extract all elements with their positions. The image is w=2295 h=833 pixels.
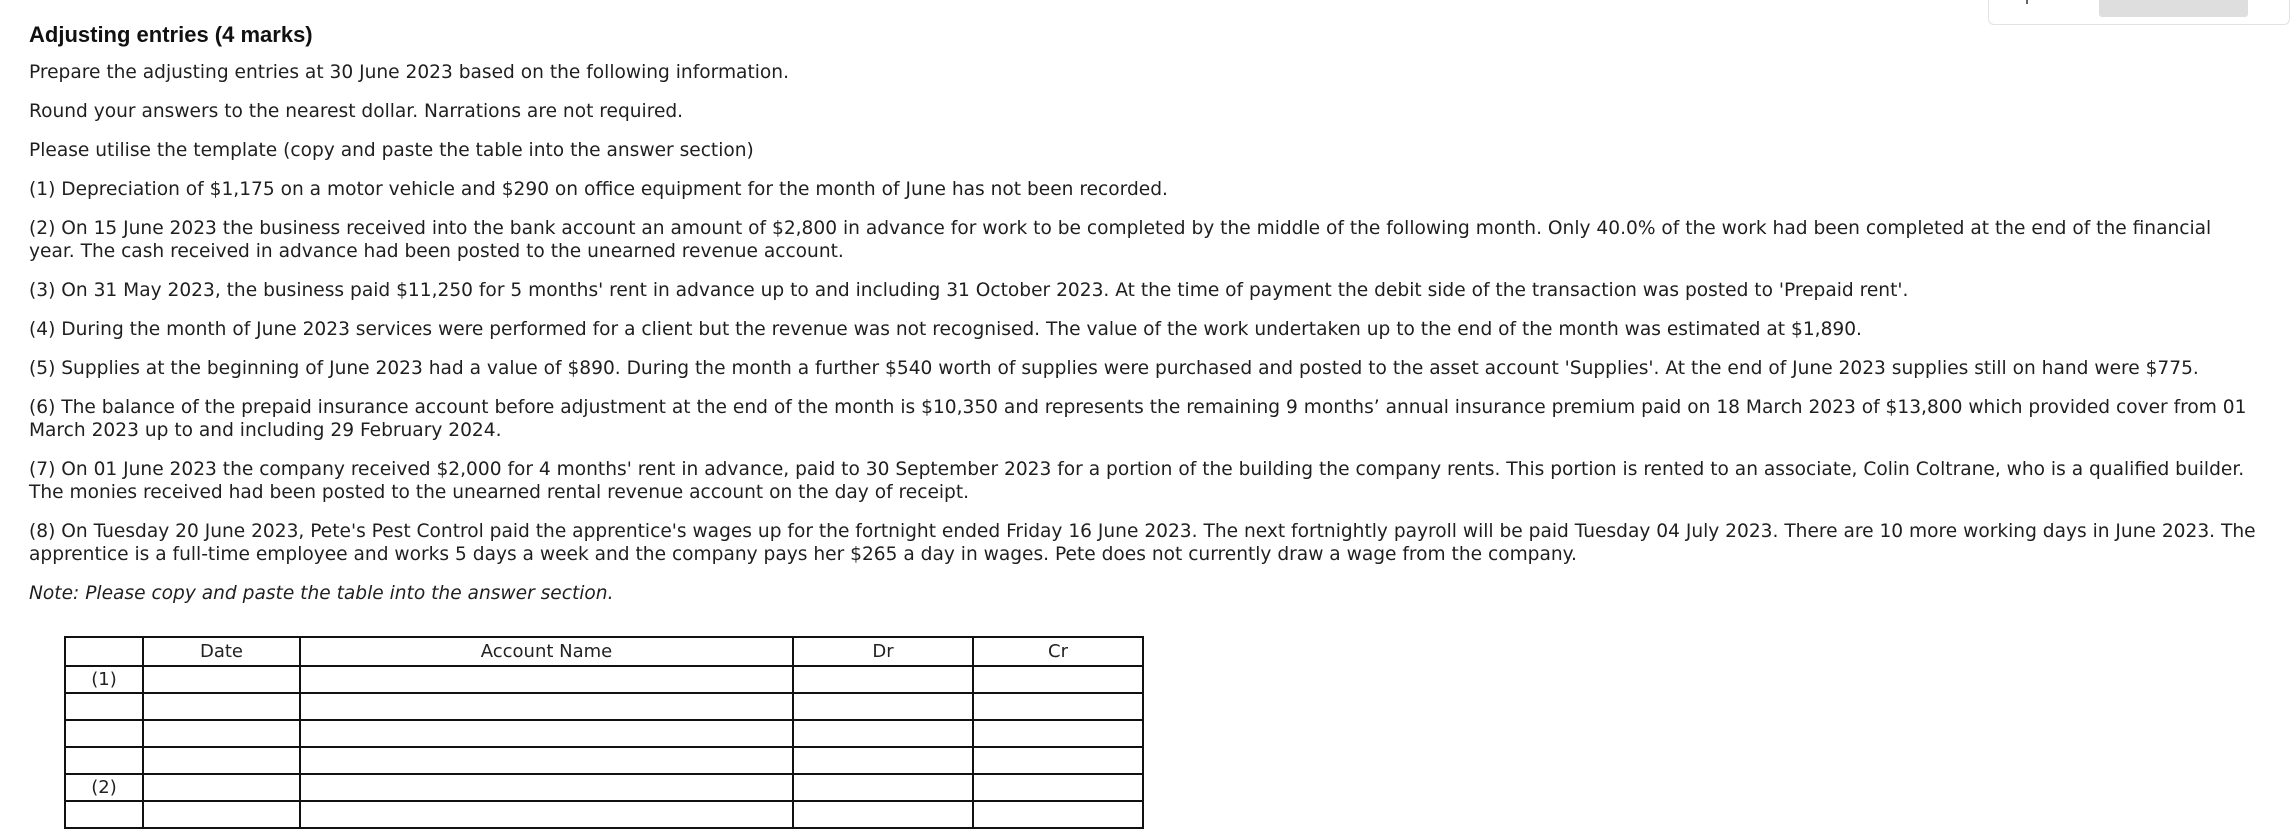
panel-tick-mark [2026, 0, 2028, 4]
account-cell[interactable] [300, 801, 793, 828]
item-2: (2) On 15 June 2023 the business received into the bank account an amount of $2,800 in advance for work to be completed by the middle of the following month. Only 40.0% of the work had been completed at the end of the financial year. The cash received in advance had been posted to the unearned revenue account. [29, 218, 2212, 262]
row-label [65, 693, 143, 720]
row-label [65, 801, 143, 828]
instruction-template: Please utilise the template (copy and paste the table into the answer section) [29, 140, 754, 161]
instruction-prepare: Prepare the adjusting entries at 30 June 2023 based on the following information. [29, 62, 789, 83]
date-cell[interactable] [143, 774, 300, 801]
row-label [65, 747, 143, 774]
date-cell[interactable] [143, 666, 300, 693]
cr-cell[interactable] [973, 801, 1143, 828]
table-header-row [65, 637, 1143, 666]
account-cell[interactable] [300, 774, 793, 801]
date-cell[interactable] [143, 693, 300, 720]
row-label: (2) [65, 774, 143, 801]
top-right-button[interactable] [2099, 0, 2248, 17]
dr-cell[interactable] [793, 693, 973, 720]
row-label [65, 720, 143, 747]
dr-cell[interactable] [793, 774, 973, 801]
table-row[interactable] [65, 693, 1143, 720]
cr-cell[interactable] [973, 747, 1143, 774]
item-8: (8) On Tuesday 20 June 2023, Pete's Pest Control paid the apprentice's wages up for the fortnight ended Friday 16 June 2023. The next fortnightly payroll will be paid Tuesday 04 July 2023. There are 10 more working days in June 2023. The apprentice is a full-time employee and works 5 days a week and the company pays her $265 a day in wages. Pete does not currently draw a wage from the company. [29, 521, 2256, 565]
account-cell[interactable] [300, 693, 793, 720]
dr-cell[interactable] [793, 801, 973, 828]
journal-template-table[interactable] [64, 636, 1144, 829]
table-row[interactable] [65, 747, 1143, 774]
header-blank [65, 637, 143, 666]
table-row[interactable] [65, 774, 1143, 801]
header-dr: Dr [793, 637, 973, 666]
dr-cell[interactable] [793, 747, 973, 774]
item-4: (4) During the month of June 2023 services were performed for a client but the revenue was not recognised. The value of the work undertaken up to the end of the month was estimated at $1,890. [29, 319, 1862, 340]
date-cell[interactable] [143, 747, 300, 774]
question-heading: Adjusting entries (4 marks) [29, 22, 313, 47]
instruction-round: Round your answers to the nearest dollar. Narrations are not required. [29, 101, 684, 122]
header-cr: Cr [973, 637, 1143, 666]
item-5: (5) Supplies at the beginning of June 2023 had a value of $890. During the month a further $540 worth of supplies were purchased and posted to the asset account 'Supplies'. At the end of June 2023 supplies still on hand were $775. [29, 358, 2199, 379]
cr-cell[interactable] [973, 774, 1143, 801]
row-label: (1) [65, 666, 143, 693]
date-cell[interactable] [143, 801, 300, 828]
item-1: (1) Depreciation of $1,175 on a motor vehicle and $290 on office equipment for the month of June has not been recorded. [29, 179, 1168, 200]
note-text: Note: Please copy and paste the table into the answer section. [29, 583, 614, 604]
item-6: (6) The balance of the prepaid insurance account before adjustment at the end of the month is $10,350 and represents the remaining 9 months’ annual insurance premium paid on 18 March 2023 of $13,800 which provided cover from 01 March 2023 up to and including 29 February 2024. [29, 397, 2247, 441]
cr-cell[interactable] [973, 666, 1143, 693]
table-row[interactable] [65, 666, 1143, 693]
dr-cell[interactable] [793, 666, 973, 693]
cr-cell[interactable] [973, 720, 1143, 747]
table-row[interactable] [65, 801, 1143, 828]
header-date: Date [143, 637, 300, 666]
account-cell[interactable] [300, 666, 793, 693]
table-row[interactable] [65, 720, 1143, 747]
account-cell[interactable] [300, 720, 793, 747]
date-cell[interactable] [143, 720, 300, 747]
dr-cell[interactable] [793, 720, 973, 747]
item-7: (7) On 01 June 2023 the company received $2,000 for 4 months' rent in advance, paid to 30 September 2023 for a portion of the building the company rents. This portion is rented to an associate, Colin Coltrane, who is a qualified builder. The monies received had been posted to the unearned rental revenue account on the day of receipt. [29, 459, 2245, 503]
header-account-name: Account Name [300, 637, 793, 666]
account-cell[interactable] [300, 747, 793, 774]
cr-cell[interactable] [973, 693, 1143, 720]
item-3: (3) On 31 May 2023, the business paid $11,250 for 5 months' rent in advance up to and including 31 October 2023. At the time of payment the debit side of the transaction was posted to 'Prepaid rent'. [29, 280, 1909, 301]
question-body [29, 22, 2259, 621]
